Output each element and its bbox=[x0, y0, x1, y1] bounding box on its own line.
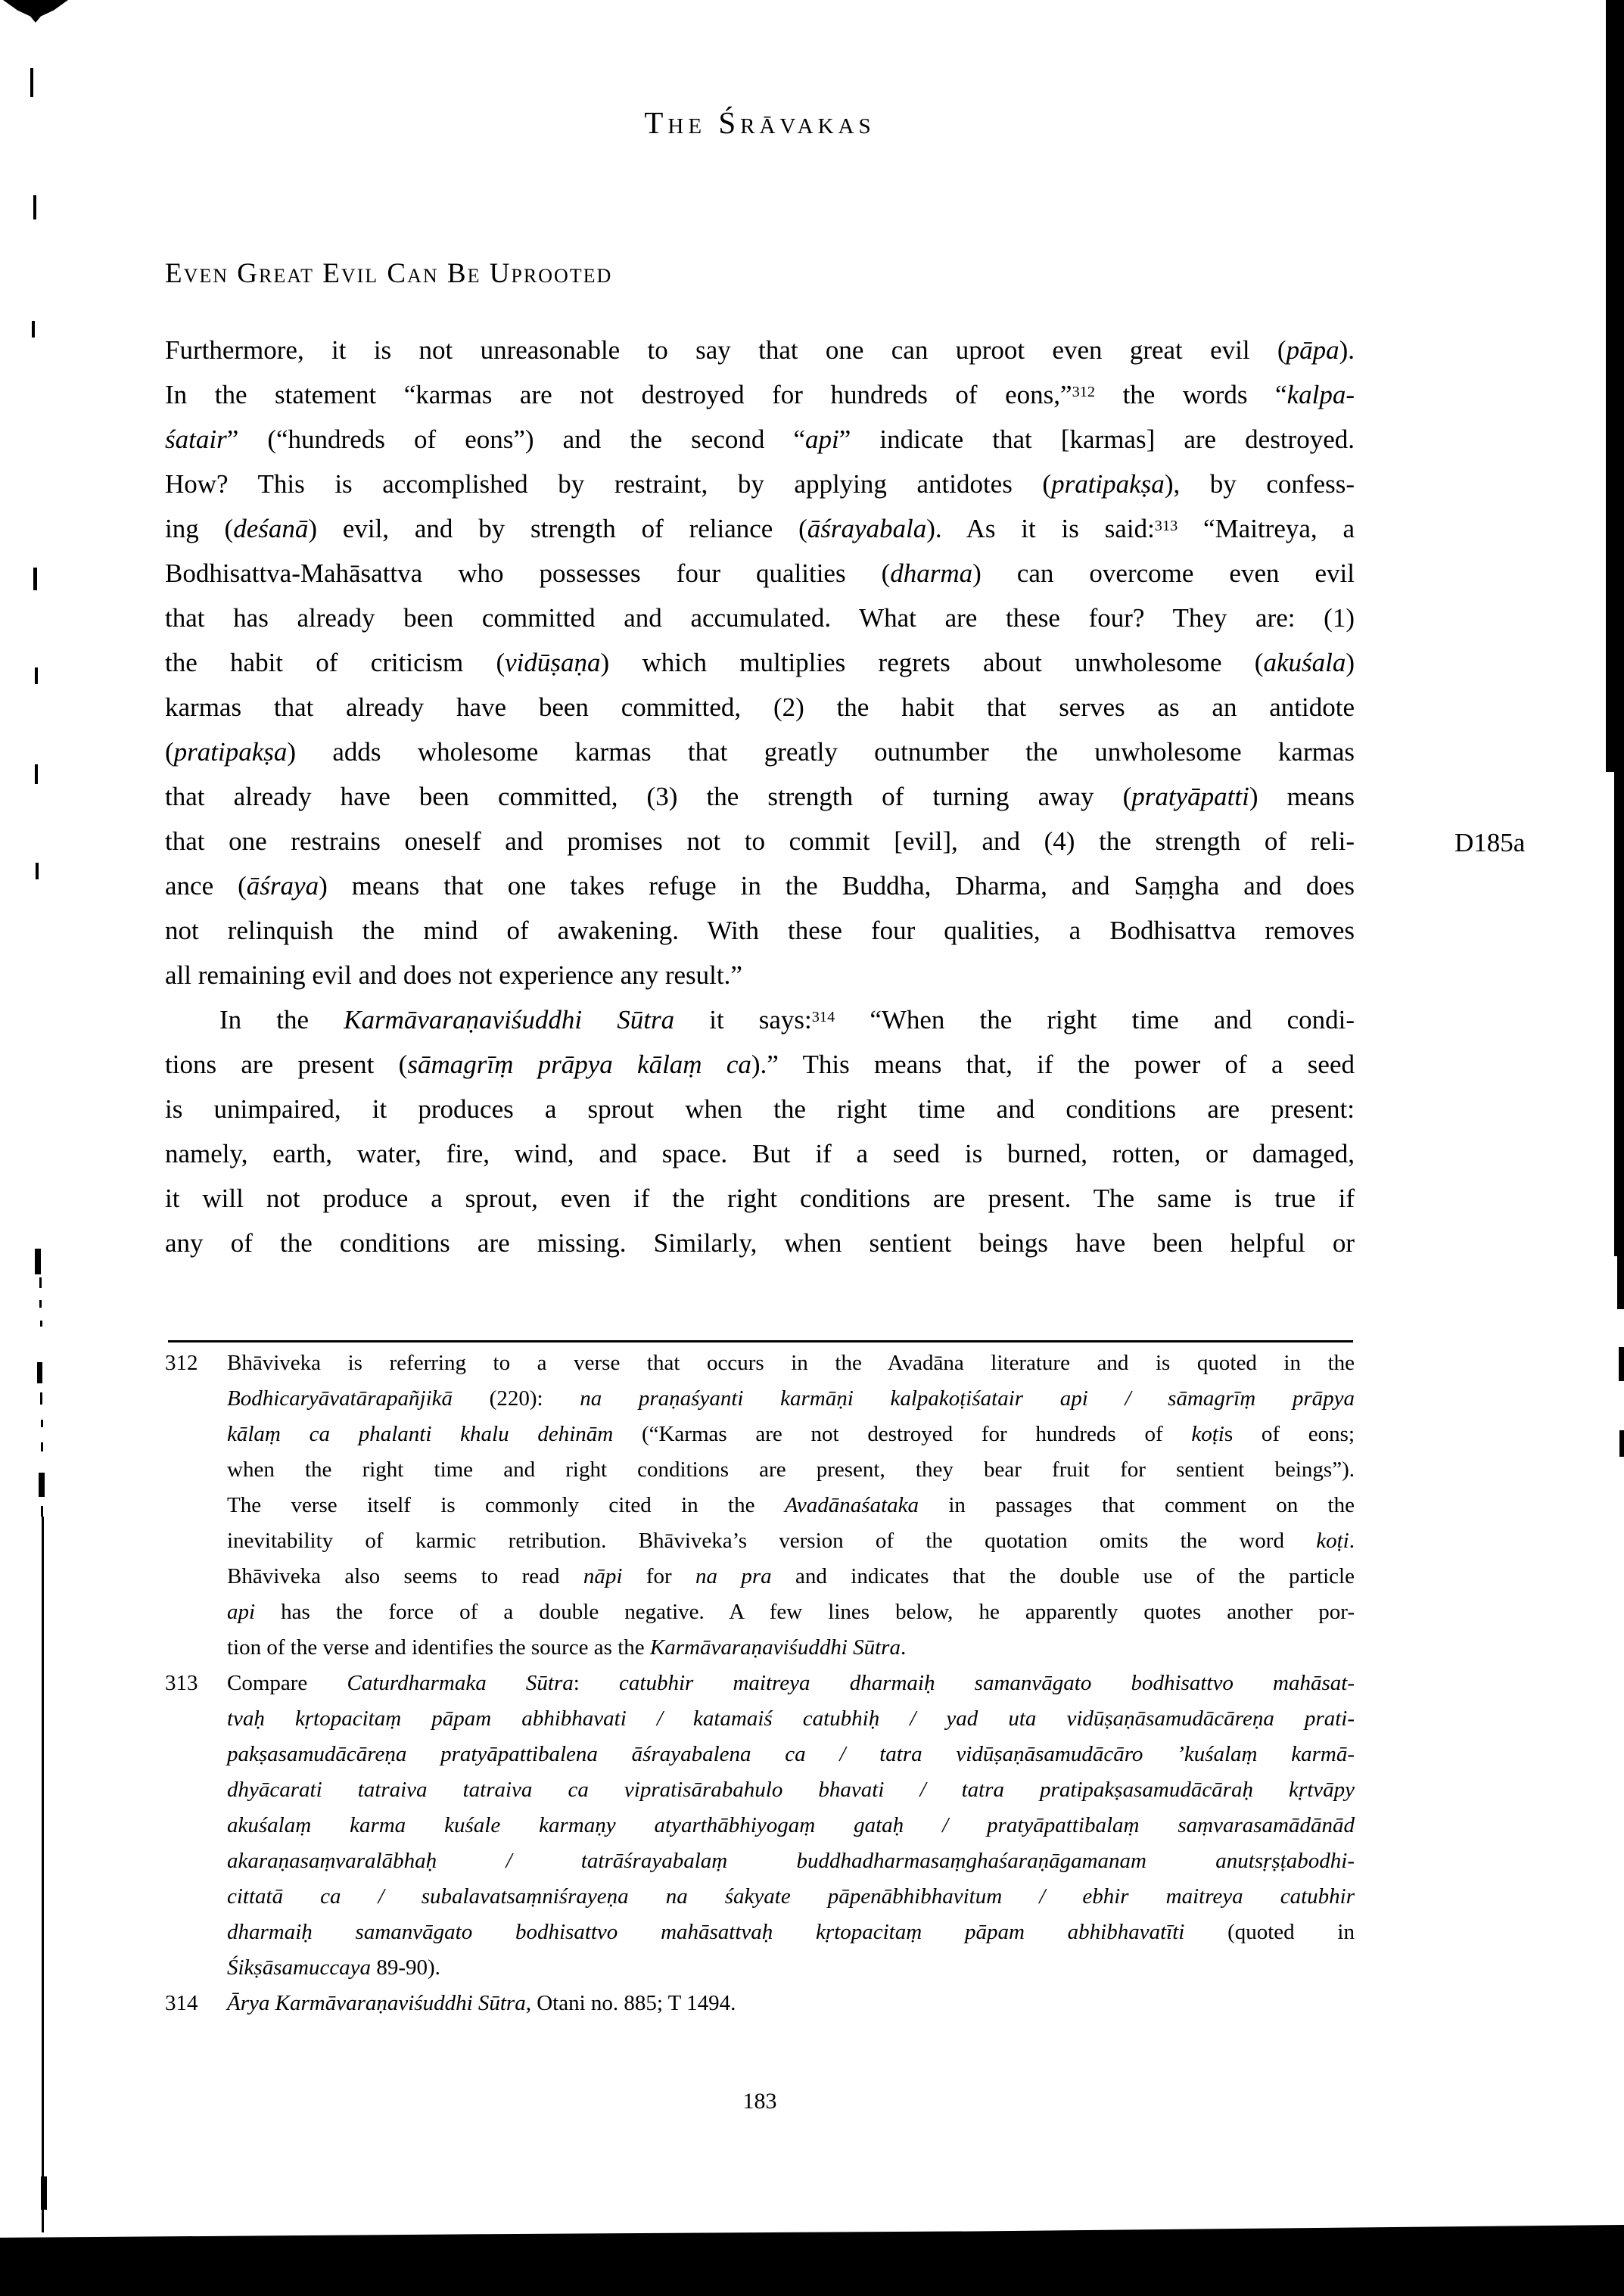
body-text-line: the habit of criticism (vidūṣaṇa) which multiplies regrets about unwholesome (akuśala) bbox=[165, 648, 1355, 677]
footnote-line: inevitability of karmic retribution. Bhāviveka’s version of the quotation omits the word koṭi. bbox=[227, 1529, 1355, 1553]
footnote-line: dhyācarati tatraiva tatraiva ca vipratisārabahulo bhavati / tatra pratipakṣasamudācāraḥ kṛtvāpy bbox=[227, 1778, 1355, 1802]
body-text-line: tions are present (sāmagrīṃ prāpya kālaṃ ca).” This means that, if the power of a seed bbox=[165, 1050, 1355, 1079]
footnote-line: akuśalaṃ karma kuśale karmaṇy atyarthābhiyogaṃ gataḥ / pratyāpattibalaṃ saṃvarasamādānād bbox=[227, 1813, 1355, 1837]
corner-blob-artifact bbox=[3, 0, 68, 23]
body-text-line: (pratipakṣa) adds wholesome karmas that greatly outnumber the unwholesome karmas bbox=[165, 737, 1355, 767]
left-margin-mark bbox=[40, 1392, 42, 1405]
footnote-line: akaraṇasaṃvaralābhaḥ / tatrāśrayabalaṃ buddhadharmasaṃghaśaraṇāgamanam anutsṛṣṭabodhi- bbox=[227, 1849, 1355, 1873]
margin-note: D185a bbox=[1454, 828, 1526, 857]
body-text-line: all remaining evil and does not experience any result.” bbox=[165, 960, 742, 990]
body-text-line: any of the conditions are missing. Similarly, when sentient beings have been helpful or bbox=[165, 1228, 1355, 1258]
left-margin-mark bbox=[33, 568, 37, 590]
footnote bbox=[165, 1986, 1355, 2021]
body-text-line: karmas that already have been committed, (2) the habit that serves as an antidote bbox=[165, 692, 1355, 722]
right-gutter-artifact bbox=[1617, 1256, 1624, 1309]
right-gutter-artifact bbox=[1606, 0, 1624, 772]
footnote-line: Bodhicaryāvatārapañjikā (220): na praṇaśyanti karmāṇi kalpakoṭiśatair api / sāmagrīṃ prāpya bbox=[227, 1386, 1355, 1411]
left-margin-mark bbox=[39, 1277, 42, 1288]
body-text-line: śatair” (“hundreds of eons”) and the second “api” indicate that [karmas] are destroyed. bbox=[165, 425, 1355, 454]
body-text-line: is unimpaired, it produces a sprout when the right time and conditions are present: bbox=[165, 1094, 1355, 1124]
body-text-line: not relinquish the mind of awakening. With these four qualities, a Bodhisattva removes bbox=[165, 916, 1355, 945]
footnote-line: Bhāviveka also seems to read nāpi for na pra and indicates that the double use of the particle bbox=[227, 1564, 1355, 1588]
footnote-line: tion of the verse and identifies the source as the Karmāvaraṇaviśuddhi Sūtra. bbox=[227, 1635, 907, 1660]
left-margin-mark bbox=[33, 195, 36, 219]
footnote-number: 314 bbox=[165, 1991, 198, 2015]
body-text-line: Bodhisattva-Mahāsattva who possesses four qualities (dharma) can overcome even evil bbox=[165, 558, 1355, 588]
left-margin-mark bbox=[32, 321, 35, 338]
footnote-line: dharmaiḥ samanvāgato bodhisattvo mahāsattvaḥ kṛtopacitaṃ pāpam abhibhavatīti (quoted in bbox=[227, 1920, 1355, 1944]
footnote-line: tvaḥ kṛtopacitaṃ pāpam abhibhavati / katamaiś catubhiḥ / yad uta vidūṣaṇāsamudācāreṇa prati- bbox=[227, 1706, 1355, 1731]
left-margin-mark bbox=[35, 764, 38, 784]
body-paragraph bbox=[165, 328, 1355, 997]
body-text-line: How? This is accomplished by restraint, by applying antidotes (pratipakṣa), by confess- bbox=[165, 469, 1355, 499]
body-text-line: ing (deśanā) evil, and by strength of reliance (āśrayabala). As it is said:$^{313}$ “Maitreya, a bbox=[165, 514, 1355, 543]
left-gutter-line-artifact bbox=[42, 1517, 44, 2232]
right-gutter-artifact bbox=[1619, 1430, 1624, 1457]
footnote-line: kālaṃ ca phalanti khalu dehinām (“Karmas are not destroyed for hundreds of koṭis of eons; bbox=[227, 1422, 1355, 1446]
left-margin-mark bbox=[41, 1506, 43, 1517]
footnote bbox=[165, 1666, 1355, 1986]
body-text bbox=[165, 328, 1355, 1265]
footnote-line: api has the force of a double negative. A few lines below, he apparently quotes another por- bbox=[227, 1600, 1355, 1624]
footnote-line: The verse itself is commonly cited in the Avadānaśataka in passages that comment on the bbox=[227, 1493, 1355, 1517]
footnotes-section bbox=[165, 1346, 1355, 2021]
left-margin-mark bbox=[39, 1473, 45, 1497]
footnote-number: 312 bbox=[165, 1351, 198, 1375]
right-gutter-artifact bbox=[1614, 772, 1624, 1256]
body-paragraph bbox=[165, 997, 1355, 1265]
footnote-line: Ārya Karmāvaraṇaviśuddhi Sūtra, Otani no. 885; T 1494. bbox=[227, 1991, 736, 2015]
footnote-line: Compare Caturdharmaka Sūtra: catubhir maitreya dharmaiḥ samanvāgato bodhisattvo mahāsat- bbox=[227, 1671, 1355, 1695]
footnote-line: Śikṣāsamuccaya 89-90). bbox=[227, 1955, 440, 1980]
footnote-line: pakṣasamudācāreṇa pratyāpattibalena āśrayabalena ca / tatra vidūṣaṇāsamudācāro ’kuśalaṃ karmā- bbox=[227, 1742, 1355, 1766]
left-margin-mark bbox=[35, 1249, 41, 1274]
footnote-line: cittatā ca / subalavatsaṃniśrayeṇa na śakyate pāpenābhibhavitum / ebhir maitreya catubhir bbox=[227, 1884, 1355, 1909]
body-text-line: it will not produce a sprout, even if the right conditions are present. The same is true if bbox=[165, 1184, 1355, 1213]
left-margin-mark bbox=[41, 1420, 43, 1427]
footnote bbox=[165, 1346, 1355, 1666]
page-number: 183 bbox=[742, 2089, 777, 2114]
left-margin-mark bbox=[37, 1362, 42, 1383]
body-text-line: In the statement “karmas are not destroyed for hundreds of eons,”$^{312}$ the words “kalpa- bbox=[165, 380, 1355, 409]
footnote-number: 313 bbox=[165, 1671, 198, 1695]
right-gutter-artifact bbox=[1619, 1347, 1624, 1381]
left-margin-mark bbox=[30, 68, 33, 97]
body-text-line: ance (āśraya) means that one takes refuge in the Buddha, Dharma, and Saṃgha and does bbox=[165, 871, 1355, 901]
left-margin-mark bbox=[36, 863, 39, 879]
left-margin-mark bbox=[41, 1442, 43, 1451]
footnote-line: Bhāviveka is referring to a verse that occurs in the Avadāna literature and is quoted in the bbox=[227, 1351, 1355, 1375]
body-text-line: that one restrains oneself and promises not to commit [evil], and (4) the strength of reli- bbox=[165, 826, 1355, 856]
left-margin-mark bbox=[39, 1300, 42, 1308]
body-text-line: that already have been committed, (3) the strength of turning away (pratyāpatti) means bbox=[165, 782, 1355, 811]
footnote-separator-rule bbox=[168, 1340, 1353, 1342]
left-margin-mark bbox=[40, 1321, 42, 1327]
section-heading: Even Great Evil Can Be Uprooted bbox=[165, 258, 613, 289]
running-head: The Śrāvakas bbox=[644, 105, 876, 140]
body-text-line: In the Karmāvaraṇaviśuddhi Sūtra it says:$^{314}$ “When the right time and condi- bbox=[219, 1005, 1355, 1034]
footnote-line: when the right time and right conditions are present, they bear fruit for sentient beings”). bbox=[227, 1458, 1355, 1482]
body-text-line: namely, earth, water, fire, wind, and space. But if a seed is burned, rotten, or damaged, bbox=[165, 1139, 1355, 1168]
bottom-edge-artifact bbox=[0, 2225, 1624, 2296]
body-text-line: that has already been committed and accumulated. What are these four? They are: (1) bbox=[165, 603, 1355, 633]
body-text-line: Furthermore, it is not unreasonable to say that one can uproot even great evil (pāpa). bbox=[165, 335, 1355, 365]
left-margin-mark bbox=[35, 667, 38, 684]
